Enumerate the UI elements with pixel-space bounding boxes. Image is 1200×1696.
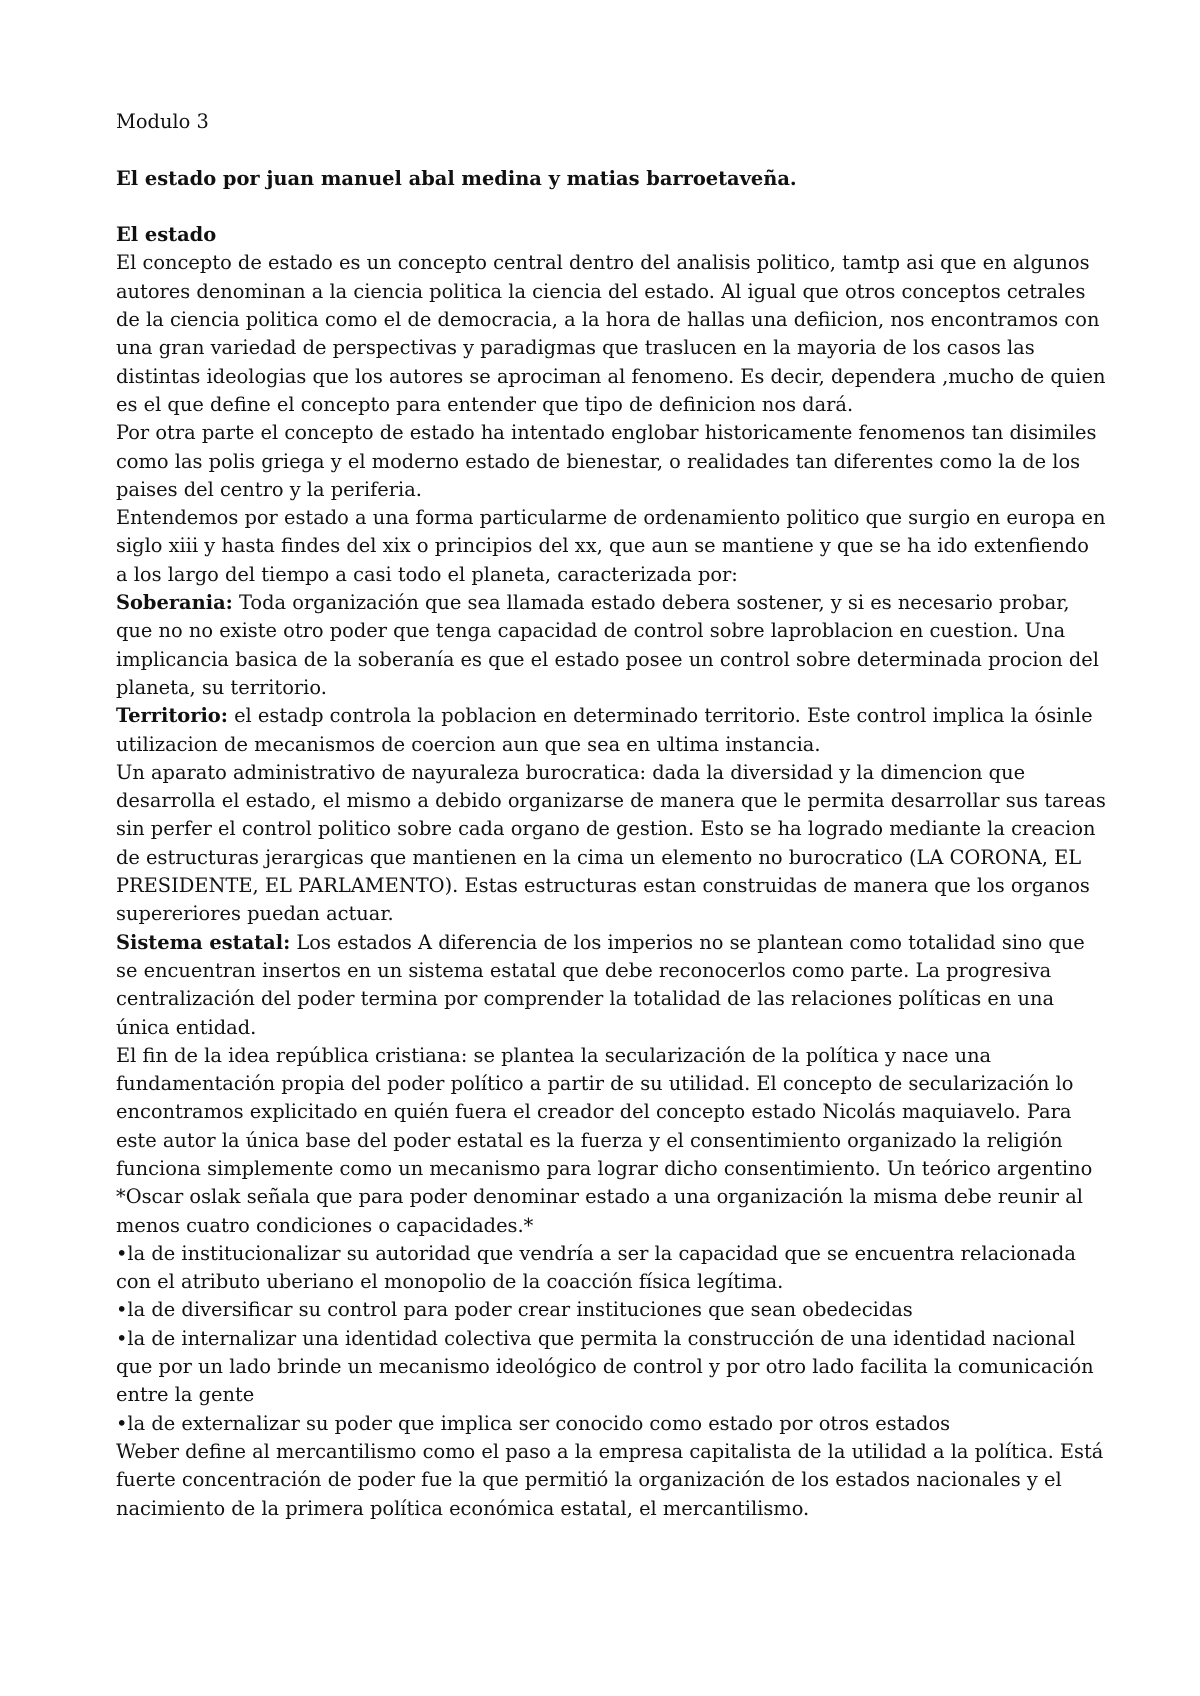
territorio-label: Territorio: [116, 704, 228, 728]
soberania-text: Toda organización que sea llamada estado debera sostener, y si es necesario probar, que no no existe otro poder que tenga capacidad de control sobre laproblacion en cuestion. Una implicancia basica de la soberanía es que el estado posee un control sobre determinada procion del planeta, su territorio. [116, 591, 1099, 699]
paragraph-territorio [116, 702, 1106, 759]
section-heading: El estado [116, 223, 217, 247]
document-subtitle: El estado por juan manuel abal medina y matias barroetaveña. [116, 166, 797, 190]
bullet-item: •la de institucionalizar su autoridad que vendría a ser la capacidad que se encuentra relacionada con el atributo uberiano el monopolio de la coacción física legítima. [116, 1241, 1076, 1294]
paragraph-weber: Weber define al mercantilismo como el paso a la empresa capitalista de la utilidad a la política. Está fuerte concentración de poder fue la que permitió la organización de los estados nacionales y el nacimiento de la primera política económica estatal, el mercantilismo. [116, 1439, 1104, 1520]
paragraph-definition: Entendemos por estado a una forma particularme de ordenamiento politico que surgio en europa en siglo xiii y hasta findes del xix o principios del xx, que aun se mantiene y que se ha ido extenfiendo a los largo del tiempo a casi todo el planeta, caracterizada por: [116, 506, 1106, 586]
spacer [116, 136, 1106, 164]
sistema-text: Los estados A diferencia de los imperios no se plantean como totalidad sino que se encuentran insertos en un sistema estatal que debe reconocerlos como parte. La progresiva centralización del poder termina por comprender la totalidad de las relaciones políticas en una única entidad. [116, 930, 1085, 1039]
paragraph-soberania [116, 589, 1106, 702]
sistema-label: Sistema estatal: [116, 930, 291, 954]
bullet-item: •la de diversificar su control para poder crear instituciones que sean obedecidas [116, 1298, 913, 1322]
paragraph-aparato: Un aparato administrativo de nayuraleza burocratica: dada la diversidad y la dimencion que desarrolla el estado, el mismo a debido organizarse de manera que le permita desarrollar sus tareas sin perfer el control politico sobre cada organo de gestion. Esto se ha logrado mediante la creacion de estructuras jerargicas que mantienen en la cima un elemento no burocratico (LA CORONA, EL PRESIDENTE, EL PARLAMENTO). Estas estructuras estan construidas de manera que los organos supereriores puedan actuar. [116, 760, 1106, 926]
bullet-item: •la de internalizar una identidad colectiva que permita la construcción de una identidad nacional que por un lado brinde un mecanismo ideológico de control y por otro lado facilita la comunicación entre la gente [116, 1326, 1094, 1407]
bullet-item: •la de externalizar su poder que implica ser conocido como estado por otros estados [116, 1411, 951, 1435]
document-body [116, 108, 1106, 1523]
spacer [116, 193, 1106, 221]
paragraph-oslak: *Oscar oslak señala que para poder denominar estado a una organización la misma debe reunir al menos cuatro condiciones o capacidades.* [116, 1185, 1083, 1237]
territorio-text: el estadp controla la poblacion en determinado territorio. Este control implica la ósinle utilizacion de mecanismos de coercion aun que sea en ultima instancia. [116, 704, 1093, 756]
paragraph-fin-idea: El fin de la idea república cristiana: se plantea la secularización de la política y nace una fundamentación propia del poder político a partir de su utilidad. El concepto de secularización lo encontramos explicitado en quién fuera el creador del concepto estado Nicolás maquiavelo. Para este autor la única base del poder estatal es la fuerza y el consentimiento organizado la religión funciona simplemente como un mecanismo para lograr dicho consentimiento. Un teórico argentino [116, 1043, 1093, 1180]
soberania-label: Soberania: [116, 591, 233, 615]
paragraph-sistema [116, 929, 1106, 1042]
paragraph-englobar: Por otra parte el concepto de estado ha intentado englobar historicamente fenomenos tan disimiles como las polis griega y el moderno estado de bienestar, o realidades tan diferentes como la de los paises del centro y la periferia. [116, 421, 1097, 501]
module-title: Modulo 3 [116, 110, 209, 133]
paragraph-intro: El concepto de estado es un concepto central dentro del analisis politico, tamtp asi que en algunos autores denominan a la ciencia politica la ciencia del estado. Al igual que otros conceptos cetrales de la ciencia politica como el de democracia, a la hora de hallas una defiicion, nos encontramos con una gran variedad de perspectivas y paradigmas que traslucen en la mayoria de los casos las distintas ideologias que los autores se aprociman al fenomeno. Es decir, dependera ,mucho de quien es el que define el concepto para entender que tipo de definicion nos dará. [116, 251, 1106, 416]
